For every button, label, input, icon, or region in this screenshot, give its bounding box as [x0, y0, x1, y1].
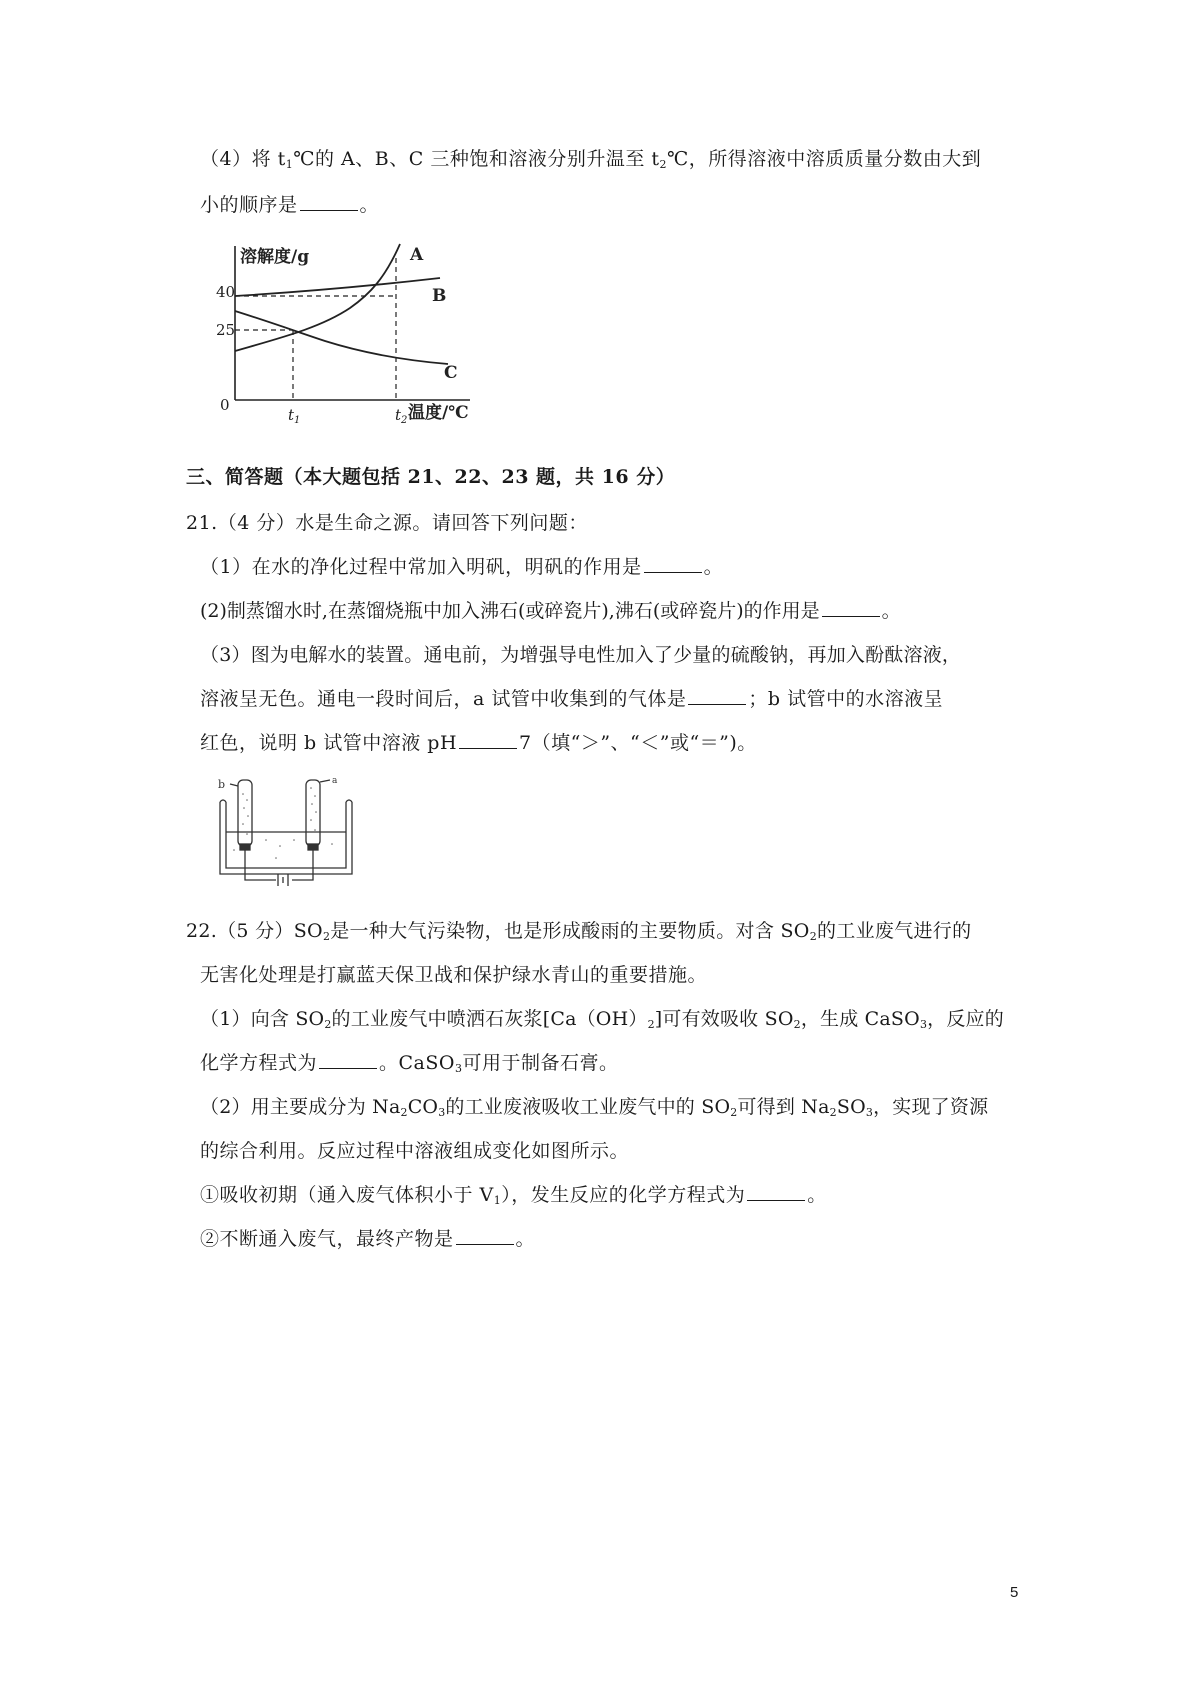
- answer-blank[interactable]: [688, 703, 746, 705]
- y-axis-label: 溶解度/g: [240, 247, 310, 267]
- ytick-40: 40: [216, 283, 236, 301]
- q21-part2: (2)制蒸馏水时,在蒸馏烧瓶中加入沸石(或碎瓷片),沸石(或碎瓷片)的作用是 。: [200, 600, 901, 622]
- label-c: C: [444, 363, 458, 383]
- label-a: A: [410, 245, 424, 265]
- section-title: 三、简答题（本大题包括 21、22、23 题，共 16 分）: [186, 466, 676, 488]
- q22-sub1: ①吸收初期（通入废气体积小于 $V_1$），发生反应的化学方程式为 。: [200, 1184, 827, 1207]
- electrolysis-apparatus: [216, 774, 356, 890]
- q21-part3-line2: 溶液呈无色。通电一段时间后，a 试管中收集到的气体是 ；b 试管中的水溶液呈: [200, 688, 944, 710]
- page-number: 5: [1010, 1584, 1019, 1601]
- q20-part4-line2: 小的顺序是 。: [200, 194, 380, 216]
- q22-stem-line2: 无害化处理是打赢蓝天保卫战和保护绿水青山的重要措施。: [200, 964, 708, 986]
- x-axis-label: 温度/℃: [408, 403, 469, 423]
- answer-blank[interactable]: [644, 571, 702, 573]
- xtick-t1: $t_1$: [288, 406, 301, 426]
- q21-part3-line1: （3）图为电解水的装置。通电前，为增强导电性加入了少量的硫酸钠，再加入酚酞溶液，: [200, 644, 962, 666]
- q21-stem: 21.（4 分）水是生命之源。请回答下列问题：: [186, 512, 588, 534]
- fig-label-a: a: [332, 776, 338, 786]
- answer-blank[interactable]: [747, 1199, 805, 1201]
- answer-blank[interactable]: [822, 615, 880, 617]
- q22-part1-line2: 化学方程式为 。CaSO$_3$可用于制备石膏。: [200, 1052, 619, 1075]
- q21-part3-line3: 红色，说明 b 试管中溶液 pH 7（填“＞”、“＜”或“＝”)。: [200, 732, 757, 754]
- q22-part2-line1: （2）用主要成分为 $Na_2CO_3$的工业废液吸收工业废气中的 $SO_2$可得到 $Na_2SO_3$，实现了资源: [200, 1096, 989, 1119]
- answer-blank[interactable]: [319, 1067, 377, 1069]
- answer-blank[interactable]: [456, 1243, 514, 1245]
- answer-blank[interactable]: [459, 747, 517, 749]
- q21-part1: （1）在水的净化过程中常加入明矾，明矾的作用是 。: [200, 556, 724, 578]
- solubility-chart: [216, 238, 540, 438]
- fig-label-b: b: [218, 778, 226, 791]
- q22-part1-line1: （1）向含 $SO_2$的工业废气中喷洒石灰浆$[Ca(OH)_2]$可有效吸收 $SO_2$，生成 CaSO$_3$，反应的: [200, 1008, 1004, 1031]
- q22-stem-line1: 22.（5 分）$SO_2$是一种大气污染物，也是形成酸雨的主要物质。对含 $SO_2$的工业废气进行的: [186, 920, 972, 943]
- q20-part4-line1: （4）将 $t_1℃$的 A、B、C 三种饱和溶液分别升温至 $t_2℃$，所得溶液中溶质质量分数由大到: [200, 148, 982, 171]
- q22-part2-line2: 的综合利用。反应过程中溶液组成变化如图所示。: [200, 1140, 630, 1162]
- label-b: B: [432, 286, 447, 306]
- ytick-25: 25: [216, 321, 236, 339]
- q22-sub2: ②不断通入废气，最终产物是 。: [200, 1228, 536, 1250]
- curve-c: [235, 311, 448, 364]
- answer-blank[interactable]: [300, 209, 358, 211]
- xtick-t2: $t_2$: [395, 406, 408, 426]
- curve-b: [235, 278, 440, 296]
- origin-label: 0: [220, 396, 230, 414]
